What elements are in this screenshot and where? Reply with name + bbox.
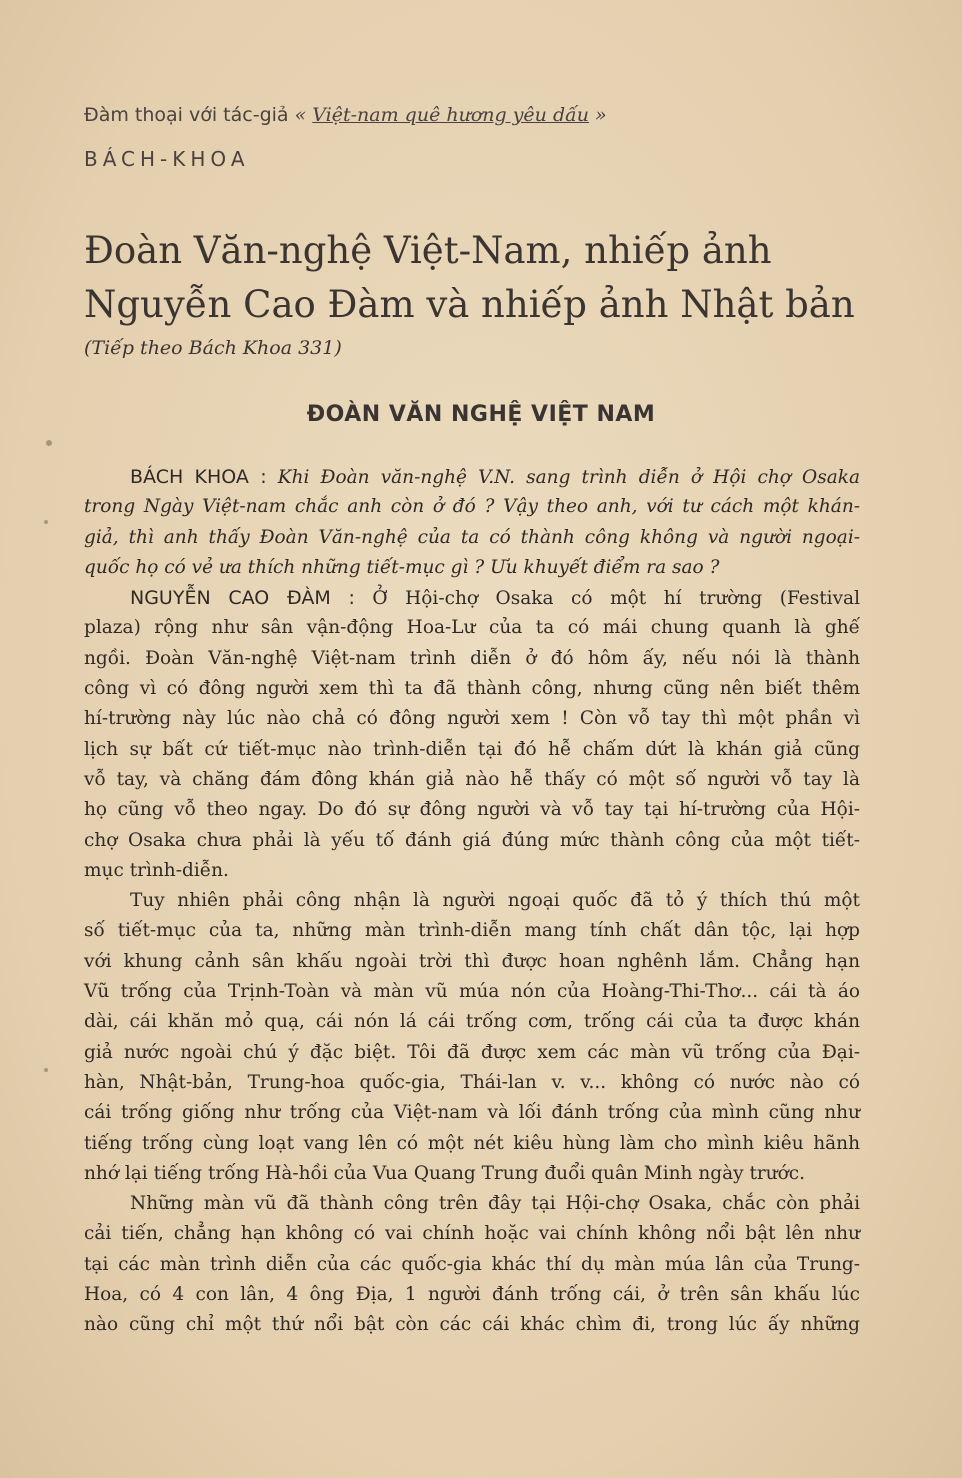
answer-line: với khung cảnh sân khấu ngoài trời thì được hoan nghênh lắm. Chẳng hạn: [84, 950, 860, 972]
answer-line: plaza) rộng như sân vận-động Hoa-Lư của ta có mái chung quanh là ghế: [84, 617, 860, 639]
question-line: [84, 462, 860, 492]
answer-line: tiếng trống cùng loạt vang lên có một nét kiêu hùng làm cho mình kiêu hãnh: [84, 1132, 860, 1154]
answer-line: hí-trường này lúc nào chả có đông người xem ! Còn vỗ tay thì một phần vì: [84, 708, 860, 730]
running-head: [84, 104, 607, 126]
magazine-name: BÁCH-KHOA: [84, 147, 250, 171]
answer-line: Những màn vũ đã thành công trên đây tại Hội-chợ Osaka, chắc còn phải: [130, 1193, 860, 1215]
answer-line: số tiết-mục của ta, những màn trình-diễn mang tính chất dân tộc, lại hợp: [84, 920, 860, 942]
article-title-line-2: Nguyễn Cao Đàm và nhiếp ảnh Nhật bản: [84, 283, 855, 326]
answer-line: mục trình-diễn.: [84, 859, 229, 881]
answer-text: Ở Hội-chợ Osaka có một hí trường (Festival: [372, 588, 860, 610]
answer-line: chợ Osaka chưa phải là yếu tố đánh giá đúng mức thành công của một tiết-: [84, 829, 860, 851]
article-body: [84, 462, 860, 1341]
answer-line: công vì có đông người xem thì ta đã thành công, nhưng cũng nên biết thêm: [84, 678, 860, 700]
running-head-open-quote: «: [294, 104, 307, 126]
paper-spot: [44, 520, 48, 524]
answer-line: dài, cái khăn mỏ quạ, cái nón lá cái trống cơm, trống cái của ta được khán: [84, 1011, 860, 1033]
answer-line: giả nước ngoài chú ý đặc biệt. Tôi đã được xem các màn vũ trống của Đại-: [84, 1041, 860, 1063]
question-line: trong Ngày Việt-nam chắc anh còn ở đó ? Vậy theo anh, với tư cách một khán-: [84, 496, 860, 518]
running-head-close-quote: »: [595, 104, 607, 126]
paper-spot: [46, 440, 52, 446]
answer-line: vỗ tay, và chăng đám đông khán giả nào hễ thấy có một số người vỗ tay là: [84, 768, 860, 790]
question-text: Khi Đoàn văn-nghệ V.N. sang trình diễn ở Hội chợ Osaka: [277, 467, 860, 488]
answer-speaker: NGUYỄN CAO ĐÀM :: [130, 587, 355, 610]
continued-note: (Tiếp theo Bách Khoa 331): [84, 337, 342, 359]
answer-line: Hoa, có 4 con lân, 4 ông Địa, 1 người đánh trống cái, ở trên sân khấu lúc: [84, 1284, 860, 1306]
answer-line: nào cũng chỉ một thứ nổi bật còn các cái khác chìm đi, trong lúc ấy những: [84, 1314, 860, 1336]
answer-line: nhớ lại tiếng trống Hà-hồi của Vua Quang Trung đuổi quân Minh ngày trước.: [84, 1162, 806, 1184]
answer-line: tại các màn trình diễn của các quốc-gia khác thí dụ màn múa lân của Trung-: [84, 1253, 860, 1275]
answer-line: Vũ trống của Trịnh-Toàn và màn vũ múa nón của Hoàng-Thi-Thơ... cái tà áo: [84, 981, 860, 1003]
running-head-prefix: Đàm thoại với tác-giả: [84, 104, 289, 126]
answer-line: cải tiến, chẳng hạn không có vai chính hoặc vai chính không nổi bật lên như: [84, 1223, 860, 1245]
answer-line: họ cũng vỗ theo ngay. Do đó sự đông người và vỗ tay tại hí-trường của Hội-: [84, 799, 860, 821]
question-speaker: BÁCH KHOA :: [130, 466, 267, 488]
answer-line: lịch sự bất cứ tiết-mục nào trình-diễn tại đó hễ chấm dứt là khán giả cũng: [84, 738, 860, 760]
answer-line: cái trống giống như trống của Việt-nam và lối đánh trống của mình cũng như: [84, 1102, 860, 1124]
article-title-line-1: Đoàn Văn-nghệ Việt-Nam, nhiếp ảnh: [84, 229, 772, 272]
section-heading: ĐOÀN VĂN NGHỆ VIỆT NAM: [306, 402, 656, 427]
answer-line: [84, 583, 860, 613]
paper-spot: [44, 1068, 48, 1072]
article-title: [84, 224, 904, 332]
answer-line: ngồi. Đoàn Văn-nghệ Việt-nam trình diễn ở đó hôm ấy, nếu nói là thành: [84, 647, 860, 669]
question-line: giả, thì anh thấy Đoàn Văn-nghệ của ta có thành công không và người ngoại-: [84, 526, 860, 548]
answer-line: hàn, Nhật-bản, Trung-hoa quốc-gia, Thái-lan v. v... không có nước nào có: [84, 1071, 860, 1093]
question-line: quốc họ có vẻ ưa thích những tiết-mục gì ? Ưu khuyết điểm ra sao ?: [84, 556, 720, 578]
running-head-book-title: Việt-nam quê hương yêu dấu: [312, 104, 589, 126]
answer-line: Tuy nhiên phải công nhận là người ngoại quốc đã tỏ ý thích thú một: [130, 890, 860, 912]
